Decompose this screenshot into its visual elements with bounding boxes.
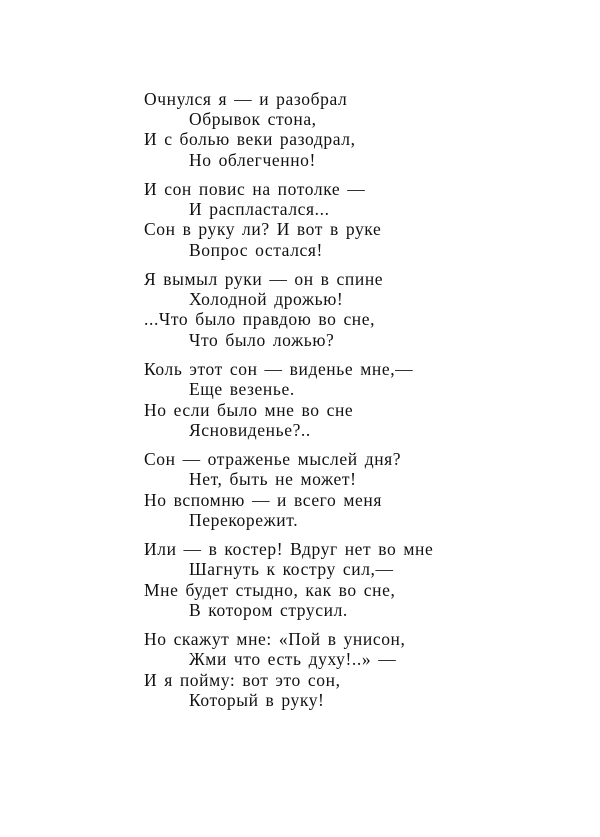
poem-line: Ясновиденье?..: [189, 419, 311, 440]
stanza-3: [144, 269, 433, 350]
poem-line: Я вымыл руки — он в спине: [144, 269, 384, 290]
stanza-1: [144, 89, 433, 170]
poem-line: Но скажут мне: «Пой в унисон,: [144, 629, 406, 650]
poem-line: Холодной дрожью!: [189, 289, 344, 310]
poem-line: Шагнуть к костру сил,—: [189, 559, 394, 580]
poem-line: Жми что есть духу!..» —: [189, 649, 397, 670]
poem-line: Мне будет стыдно, как во сне,: [144, 579, 396, 600]
poem-line: И с болью веки разодрал,: [144, 129, 356, 150]
poem-line: И распластался...: [189, 199, 330, 220]
stanza-4: [144, 359, 433, 440]
stanza-2: [144, 179, 433, 260]
poem-line: Перекорежит.: [189, 509, 299, 530]
poem-line: И я пойму: вот это сон,: [144, 669, 341, 690]
poem-line: Что было ложью?: [189, 329, 335, 350]
poem-line: Обрывок стона,: [189, 109, 317, 130]
poem-line: Сон — отраженье мыслей дня?: [144, 449, 402, 470]
poem-line: Еще везенье.: [189, 379, 295, 400]
poem-line: Вопрос остался!: [189, 239, 323, 260]
poem-line: Сон в руку ли? И вот в руке: [144, 219, 382, 240]
poem-line: Или — в костер! Вдруг нет во мне: [144, 539, 434, 560]
poem-line: Но вспомню — и всего меня: [144, 489, 383, 510]
poem-line: Нет, быть не может!: [189, 469, 357, 490]
poem-line: Который в руку!: [189, 689, 325, 710]
stanza-5: [144, 449, 433, 530]
poem: [144, 89, 433, 719]
poem-line: Коль этот сон — виденье мне,—: [144, 359, 414, 380]
poem-line: В котором струсил.: [189, 599, 348, 620]
poem-line: Но облегченно!: [189, 149, 316, 170]
poem-line: Очнулся я — и разобрал: [144, 89, 348, 109]
stanza-6: [144, 539, 433, 620]
poem-line: ...Что было правдою во сне,: [144, 309, 376, 330]
stanza-7: [144, 629, 433, 710]
poem-line: Но если было мне во сне: [144, 399, 354, 420]
poem-line: И сон повис на потолке —: [144, 179, 366, 200]
